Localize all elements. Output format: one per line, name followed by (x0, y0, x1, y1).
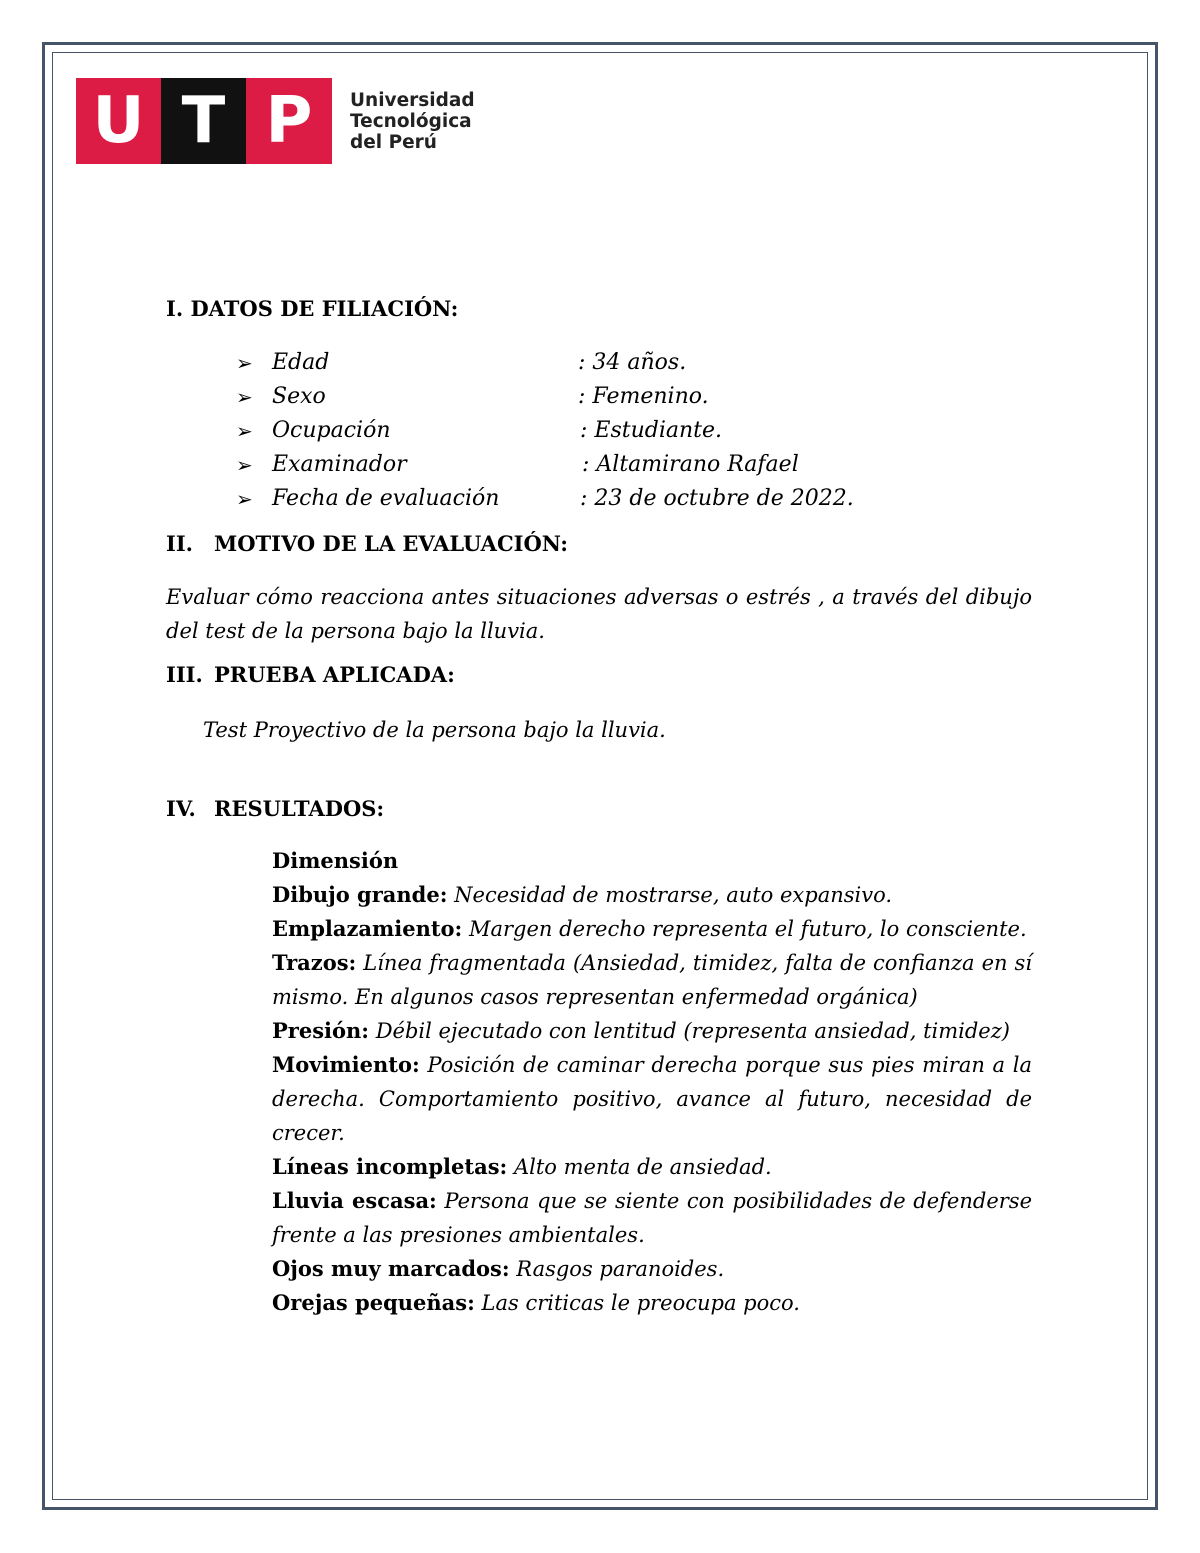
result-key: Ojos muy marcados: (272, 1256, 510, 1281)
section-2-title: MOTIVO DE LA EVALUACIÓN: (214, 531, 568, 556)
result-key: Lluvia escasa: (272, 1188, 437, 1213)
result-item (272, 946, 1032, 1014)
result-key: Movimiento: (272, 1052, 420, 1077)
section-1-number: I. (166, 296, 184, 321)
result-item (272, 1252, 1032, 1286)
result-item (272, 912, 1032, 946)
arrow-bullet-icon: ➢ (236, 351, 253, 375)
filiation-value: : Femenino. (578, 384, 709, 409)
result-item (272, 1048, 1032, 1150)
section-4-heading (166, 796, 384, 821)
result-value: Alto menta de ansiedad. (507, 1155, 772, 1179)
logo-letter-p: P (246, 78, 332, 164)
section-1-heading (166, 296, 458, 321)
section-3-number: III. (166, 662, 203, 687)
result-value: Línea fragmentada (Ansiedad, timidez, falta de confianza en sí mismo. En algunos casos representan enfermedad orgánica) (272, 951, 1032, 1009)
result-key: Trazos: (272, 950, 357, 975)
results-list (272, 844, 1032, 1320)
logo-text-line-3: del Perú (350, 131, 437, 153)
result-item (272, 1150, 1032, 1184)
section-2-number: II. (166, 531, 193, 556)
logo-text-line-2: Tecnológica (350, 110, 472, 132)
filiation-label: Ocupación (272, 418, 391, 443)
section-3-title: PRUEBA APLICADA: (214, 662, 455, 687)
result-key: Dibujo grande: (272, 882, 448, 907)
dimension-title: Dimensión (272, 848, 399, 873)
arrow-bullet-icon: ➢ (236, 487, 253, 511)
filiation-value: : Estudiante. (580, 418, 723, 443)
result-value: Rasgos paranoides. (509, 1257, 725, 1281)
result-item (272, 1286, 1032, 1320)
result-item (272, 1184, 1032, 1252)
logo-letter-t: T (161, 78, 246, 164)
logo-text-line-1: Universidad (350, 89, 475, 111)
section-2-heading (166, 531, 568, 556)
filiation-value: : Altamirano Rafael (582, 452, 799, 477)
evaluation-reason-text: Evaluar cómo reacciona antes situaciones adversas o estrés , a través del dibujo del test de la persona bajo la lluvia. (166, 585, 1032, 643)
utp-logo (76, 78, 475, 164)
result-key: Líneas incompletas: (272, 1154, 508, 1179)
arrow-bullet-icon: ➢ (236, 453, 253, 477)
arrow-bullet-icon: ➢ (236, 419, 253, 443)
filiation-label: Sexo (272, 384, 326, 409)
section-1-title: DATOS DE FILIACIÓN: (190, 296, 459, 321)
result-value: Posición de caminar derecha porque sus pies miran a la derecha. Comportamiento positivo, avance al futuro, necesidad de crecer. (272, 1053, 1032, 1145)
result-value: Las criticas le preocupa poco. (474, 1291, 800, 1315)
logo-letter-u: U (76, 78, 161, 164)
result-value: Necesidad de mostrarse, auto expansivo. (447, 883, 893, 907)
result-key: Orejas pequeñas: (272, 1290, 475, 1315)
result-value: Débil ejecutado con lentitud (representa ansiedad, timidez) (369, 1019, 1010, 1043)
result-value: Persona que se siente con posibilidades de defenderse frente a las presiones ambientales. (272, 1189, 1032, 1247)
section-4-title: RESULTADOS: (214, 796, 385, 821)
result-key: Presión: (272, 1018, 370, 1043)
filiation-value: : 23 de octubre de 2022. (580, 486, 854, 511)
arrow-bullet-icon: ➢ (236, 385, 253, 409)
filiation-value: : 34 años. (578, 350, 687, 375)
result-item (272, 1014, 1032, 1048)
applied-test-text: Test Proyectivo de la persona bajo la lluvia. (203, 718, 666, 742)
filiation-label: Examinador (272, 452, 407, 477)
section-4-number: IV. (166, 796, 196, 821)
section-3-heading (166, 662, 455, 687)
filiation-label: Edad (272, 350, 330, 375)
result-key: Emplazamiento: (272, 916, 463, 941)
logo-university-name (350, 90, 475, 153)
result-item (272, 878, 1032, 912)
filiation-label: Fecha de evaluación (272, 486, 500, 511)
result-value: Margen derecho representa el futuro, lo consciente. (462, 917, 1027, 941)
